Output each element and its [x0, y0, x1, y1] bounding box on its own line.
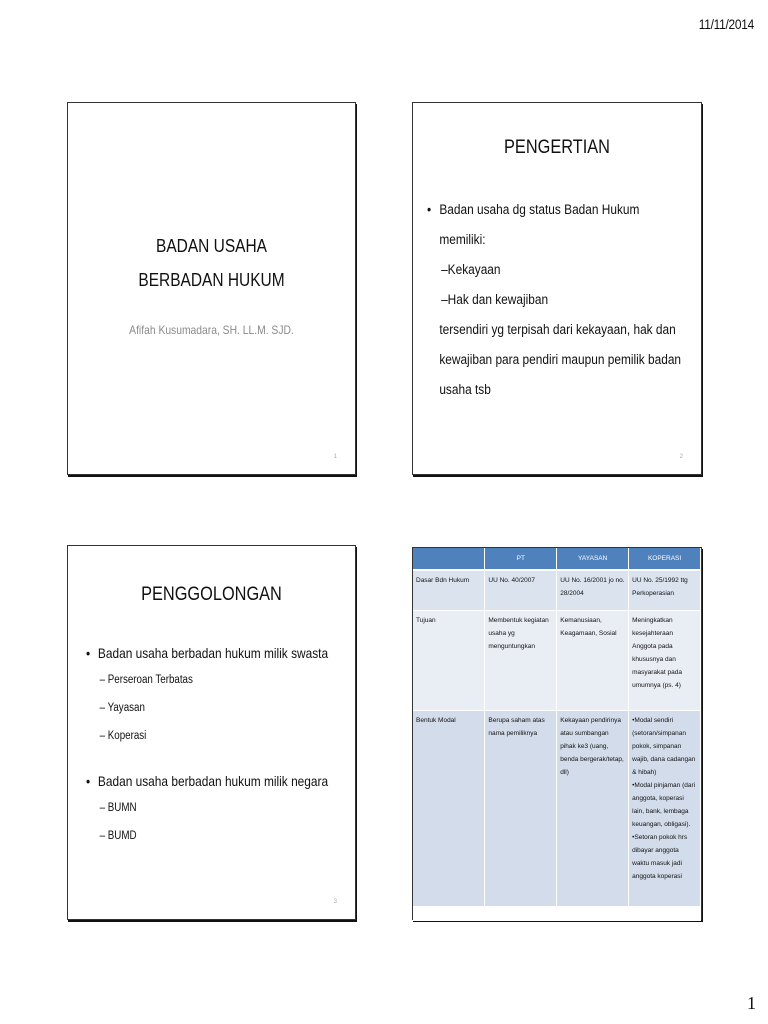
- slide-author: Afifah Kusumadara, SH. LL.M. SJD.: [129, 323, 294, 337]
- cell-yayasan: UU No. 16/2001 jo no. 28/2004: [557, 570, 629, 610]
- koperasi-modal-item: •Setoran pokok hrs dibayar anggota waktu masuk jadi anggota koperasi: [632, 833, 688, 880]
- slide-4-comparison-table: [412, 547, 702, 920]
- slide-title: PENGGOLONGAN: [141, 584, 282, 605]
- table-spacer-row: [413, 906, 701, 920]
- bullet-text: Badan usaha berbadan hukum milik negara: [97, 773, 329, 789]
- slide-3-penggolongan: [67, 545, 356, 920]
- slide-number: 1: [333, 454, 337, 460]
- title-line: BERBADAN HUKUM: [138, 270, 285, 290]
- title-line: BADAN USAHA: [156, 236, 267, 256]
- page-date: 11/11/2014: [698, 16, 754, 32]
- bullet-icon: •: [86, 773, 91, 789]
- table-row: [413, 610, 701, 710]
- continuation-line: usaha tsb: [439, 382, 491, 397]
- cell-pt: Berupa saham atas nama pemiliknya: [485, 710, 557, 906]
- row-label: Bentuk Modal: [413, 710, 485, 906]
- slide-number: 3: [333, 899, 337, 905]
- column-header-blank: [413, 548, 485, 570]
- table-row: [413, 570, 701, 610]
- sub-item: – BUMD: [99, 830, 137, 842]
- column-header-yayasan: YAYASAN: [557, 548, 629, 570]
- comparison-table: [413, 548, 701, 921]
- cell-koperasi: [629, 710, 701, 906]
- slide-1-title: [67, 102, 356, 475]
- row-label: Dasar Bdn Hukum: [413, 570, 485, 610]
- table-row: [413, 710, 701, 906]
- slide-title: [88, 229, 335, 297]
- continuation-line: tersendiri yg terpisah dari kekayaan, hak dan: [439, 322, 676, 337]
- page-number: 1: [747, 993, 756, 1013]
- sub-item: – Perseroan Terbatas: [99, 674, 193, 686]
- slide-body: [427, 195, 691, 405]
- koperasi-modal-item: •Modal sendiri (setoran/simpanan pokok, simpanan wajib, dana cadangan & hibah): [632, 716, 696, 776]
- bullet-text: Badan usaha berbadan hukum milik swasta: [97, 645, 329, 661]
- bullet-text: Badan usaha dg status Badan Hukum: [439, 202, 640, 217]
- slide-title: PENGERTIAN: [504, 137, 610, 158]
- koperasi-modal-item: •Modal pinjaman (dari anggota, koperasi lain, bank, lembaga keuangan, obligasi).: [632, 781, 696, 828]
- sub-item: –Hak dan kewajiban: [441, 292, 549, 307]
- sub-item: – Yayasan: [99, 702, 145, 714]
- slide-number: 2: [679, 454, 683, 460]
- column-header-pt: PT: [485, 548, 557, 570]
- cell-pt: UU No. 40/2007: [485, 570, 557, 610]
- cell-yayasan: Kemanusiaan, Keagamaan, Sosial: [557, 610, 629, 710]
- slide-2-pengertian: [412, 102, 702, 475]
- bullet-text-continued: memiliki:: [439, 232, 486, 247]
- column-header-koperasi: KOPERASI: [629, 548, 701, 570]
- cell-pt: Membentuk kegiatan usaha yg menguntungkan: [485, 610, 557, 710]
- bullet-item: [86, 640, 350, 666]
- row-label: Tujuan: [413, 610, 485, 710]
- bullet-item: [427, 195, 691, 225]
- sub-item: – BUMN: [99, 802, 137, 814]
- slide-body: [86, 640, 350, 850]
- bullet-icon: •: [427, 202, 432, 217]
- bullet-item: [86, 768, 350, 794]
- cell-yayasan: Kekayaan pendirinya atau sumbangan pihak ke3 (uang, benda bergerak/tetap, dll): [557, 710, 629, 906]
- sub-item: –Kekayaan: [441, 262, 501, 277]
- cell-koperasi: Meningkatkan kesejahteraan Anggota pada khususnya dan masyarakat pada umumnya (ps. 4): [629, 610, 701, 710]
- table-header-row: [413, 548, 701, 570]
- bullet-icon: •: [86, 645, 91, 661]
- continuation-line: kewajiban para pendiri maupun pemilik badan: [439, 352, 682, 367]
- cell-koperasi: UU No. 25/1992 ttg Perkoperasian: [629, 570, 701, 610]
- sub-item: – Koperasi: [99, 730, 147, 742]
